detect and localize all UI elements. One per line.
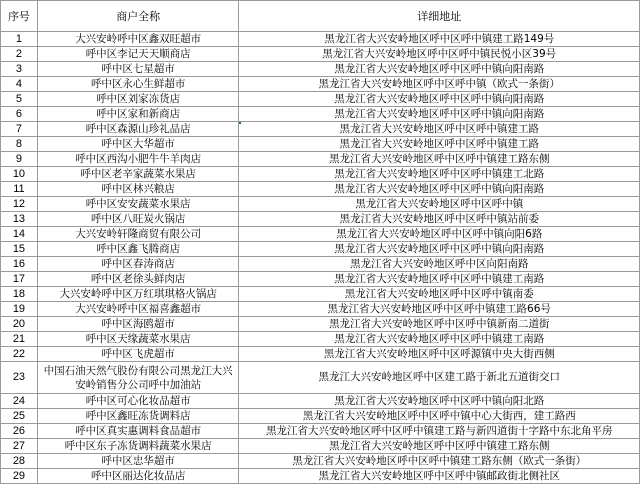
cell-address[interactable]: 黑龙江省大兴安岭地区呼中区呼中镇向阳北路 [239,394,640,409]
cell-no[interactable]: 11 [1,182,38,197]
table-row [1,362,640,394]
cell-name[interactable]: 呼中区丽达化妆品店 [37,469,239,484]
header-row [1,1,640,32]
cell-name[interactable]: 大兴安岭呼中区福喜鑫超市 [37,302,239,317]
cell-no[interactable]: 8 [1,137,38,152]
cell-no[interactable]: 10 [1,167,38,182]
table-row [1,242,640,257]
cell-no[interactable]: 23 [1,362,38,394]
cell-name[interactable]: 中国石油天然气股份有限公司黑龙江大兴安岭销售分公司呼中加油站 [37,362,239,394]
cell-address[interactable]: 黑龙江省大兴安岭地区呼中区呼中镇建工南路 [239,272,640,287]
cell-no[interactable]: 20 [1,317,38,332]
cell-no[interactable]: 5 [1,92,38,107]
cell-address[interactable]: 黑龙江省大兴安岭地区呼中区呼中镇邮政街北侧社区 [239,469,640,484]
cell-name[interactable]: 呼中区七星超市 [37,62,239,77]
cell-address[interactable]: 黑龙江省大兴安岭地区呼中区呼中镇建工路 [239,137,640,152]
cell-address[interactable]: 黑龙江省大兴安岭地区呼中区呼中镇民悦小区39号 [239,47,640,62]
table-row [1,287,640,302]
cell-address[interactable]: 黑龙江省大兴安岭地区呼中区呼中镇向阳南路 [239,182,640,197]
table-row [1,454,640,469]
cell-address[interactable]: 黑龙江省大兴安岭地区呼中区呼中镇建工南路 [239,332,640,347]
cell-address[interactable]: 黑龙江省大兴安岭地区呼中区呼中镇向阳6路 [239,227,640,242]
cell-name[interactable]: 呼中区鑫飞腾商店 [37,242,239,257]
table-row [1,32,640,47]
table-row [1,227,640,242]
cell-name[interactable]: 呼中区海鸥超市 [37,317,239,332]
table-row [1,257,640,272]
cell-address[interactable]: 黑龙江大兴安岭地区呼中区建工路于新北五道街交口 [239,362,640,394]
table-row [1,92,640,107]
cell-name[interactable]: 呼中区天缘蔬菜水果店 [37,332,239,347]
table-row [1,107,640,122]
cell-no[interactable]: 18 [1,287,38,302]
cell-address[interactable]: 黑龙江省大兴安岭地区呼中区呼中镇新南二道街 [239,317,640,332]
cell-address[interactable]: 黑龙江省大兴安岭地区呼中区呼中镇站前委 [239,212,640,227]
table-row [1,272,640,287]
cell-name[interactable]: 呼中区真实惠调料食品超市 [37,424,239,439]
table-row [1,197,640,212]
cell-name[interactable]: 大兴安岭轩隆商贸有限公司 [37,227,239,242]
cell-address[interactable]: 黑龙江省大兴安岭地区呼中区呼中镇建工路东侧 [239,439,640,454]
cell-address[interactable]: 黑龙江省大兴安岭地区呼中区呼中镇（欧式一条街） [239,77,640,92]
cell-no[interactable]: 4 [1,77,38,92]
cell-address[interactable]: 黑龙江省大兴安岭地区呼中区呼源镇中央大街西侧 [239,347,640,362]
cell-no[interactable]: 17 [1,272,38,287]
cell-name[interactable]: 呼中区老辛家蔬菜水果店 [37,167,239,182]
cell-name[interactable]: 呼中区刘家冻货店 [37,92,239,107]
cell-address[interactable]: 黑龙江省大兴安岭地区呼中区呼中镇建工路 [239,122,640,137]
cell-address[interactable]: 黑龙江省大兴安岭地区呼中区呼中镇建工路66号 [239,302,640,317]
cell-no[interactable]: 14 [1,227,38,242]
cell-name[interactable]: 呼中区东子冻货调料蔬菜水果店 [37,439,239,454]
cell-name[interactable]: 呼中区春涛商店 [37,257,239,272]
table-row [1,409,640,424]
cell-no[interactable]: 25 [1,409,38,424]
cell-name[interactable]: 呼中区西沟小肥牛牛羊肉店 [37,152,239,167]
table-row [1,302,640,317]
cell-name[interactable]: 呼中区大华超市 [37,137,239,152]
cell-no[interactable]: 3 [1,62,38,77]
cell-address[interactable]: 黑龙江省大兴安岭地区呼中区呼中镇建工路东侧（欧式一条街） [239,454,640,469]
cell-name[interactable]: 呼中区家和新商店 [37,107,239,122]
cell-address[interactable]: 黑龙江省大兴安岭地区呼中区呼中镇中心大街西，建工路西 [239,409,640,424]
cell-name[interactable]: 呼中区八旺炭火锅店 [37,212,239,227]
cell-name[interactable]: 大兴安岭呼中区鑫双旺超市 [37,32,239,47]
table-row [1,152,640,167]
cell-name[interactable]: 呼中区森源山珍礼品店 [37,122,239,137]
table-row [1,424,640,439]
cell-name[interactable]: 呼中区鑫旺冻货调料店 [37,409,239,424]
cell-address[interactable]: 黑龙江省大兴安岭地区呼中区向阳南路 [239,257,640,272]
cell-address[interactable]: 黑龙江省大兴安岭地区呼中区呼中镇建工路149号 [239,32,640,47]
table-row [1,77,640,92]
cell-no[interactable]: 19 [1,302,38,317]
cell-address[interactable]: 黑龙江省大兴安岭地区呼中区呼中镇南委 [239,287,640,302]
cell-no[interactable]: 1 [1,32,38,47]
cell-name[interactable]: 大兴安岭呼中区万红琪琪格火锅店 [37,287,239,302]
cell-no[interactable]: 13 [1,212,38,227]
cell-no[interactable]: 15 [1,242,38,257]
cell-name[interactable]: 呼中区安安蔬菜水果店 [37,197,239,212]
cell-address[interactable]: 黑龙江省大兴安岭地区呼中区呼中镇建工路东侧 [239,152,640,167]
cell-address[interactable]: 黑龙江省大兴安岭地区呼中区呼中镇向阳南路 [239,92,640,107]
cell-address[interactable]: 黑龙江省大兴安岭地区呼中区呼中镇建工路与新四道街十字路中东北角平房 [239,424,640,439]
table-row [1,469,640,484]
table-row [1,394,640,409]
cell-name[interactable]: 呼中区林兴粮店 [37,182,239,197]
cell-no[interactable]: 9 [1,152,38,167]
cell-name[interactable]: 呼中区老徐头鲜肉店 [37,272,239,287]
cell-no[interactable]: 26 [1,424,38,439]
table-row [1,347,640,362]
cell-name[interactable]: 呼中区忠华超市 [37,454,239,469]
cell-address[interactable]: 黑龙江省大兴安岭地区呼中区呼中镇向阳南路 [239,107,640,122]
table-row [1,317,640,332]
cell-no[interactable]: 27 [1,439,38,454]
cell-no[interactable]: 2 [1,47,38,62]
cell-address[interactable]: 黑龙江省大兴安岭地区呼中区呼中镇向阳南路 [239,242,640,257]
table-row [1,122,640,137]
cell-no[interactable]: 22 [1,347,38,362]
table-row [1,182,640,197]
cell-no[interactable]: 28 [1,454,38,469]
cell-no[interactable]: 24 [1,394,38,409]
cell-name[interactable]: 呼中区飞虎超市 [37,347,239,362]
header-address[interactable]: 详细地址 [239,1,640,32]
cell-no[interactable]: 7 [1,122,38,137]
cell-name[interactable]: 呼中区永心生鲜超市 [37,77,239,92]
cell-address[interactable]: 黑龙江省大兴安岭地区呼中区呼中镇建工北路 [239,167,640,182]
header-name[interactable]: 商户全称 [37,1,239,32]
cell-address[interactable]: 黑龙江省大兴安岭地区呼中区呼中镇 [239,197,640,212]
cell-no[interactable]: 12 [1,197,38,212]
table-row [1,62,640,77]
table-row [1,212,640,227]
table-row [1,47,640,62]
cell-address[interactable]: 黑龙江省大兴安岭地区呼中区呼中镇向阳南路 [239,62,640,77]
table-row [1,137,640,152]
cell-no[interactable]: 16 [1,257,38,272]
table-row [1,439,640,454]
cell-no[interactable]: 29 [1,469,38,484]
header-no[interactable]: 序号 [1,1,38,32]
cell-error-indicator [239,122,241,124]
table-row [1,332,640,347]
cell-no[interactable]: 6 [1,107,38,122]
cell-no[interactable]: 21 [1,332,38,347]
table-row [1,167,640,182]
cell-name[interactable]: 呼中区可心化妆品超市 [37,394,239,409]
cell-name[interactable]: 呼中区李记天天顺商店 [37,47,239,62]
